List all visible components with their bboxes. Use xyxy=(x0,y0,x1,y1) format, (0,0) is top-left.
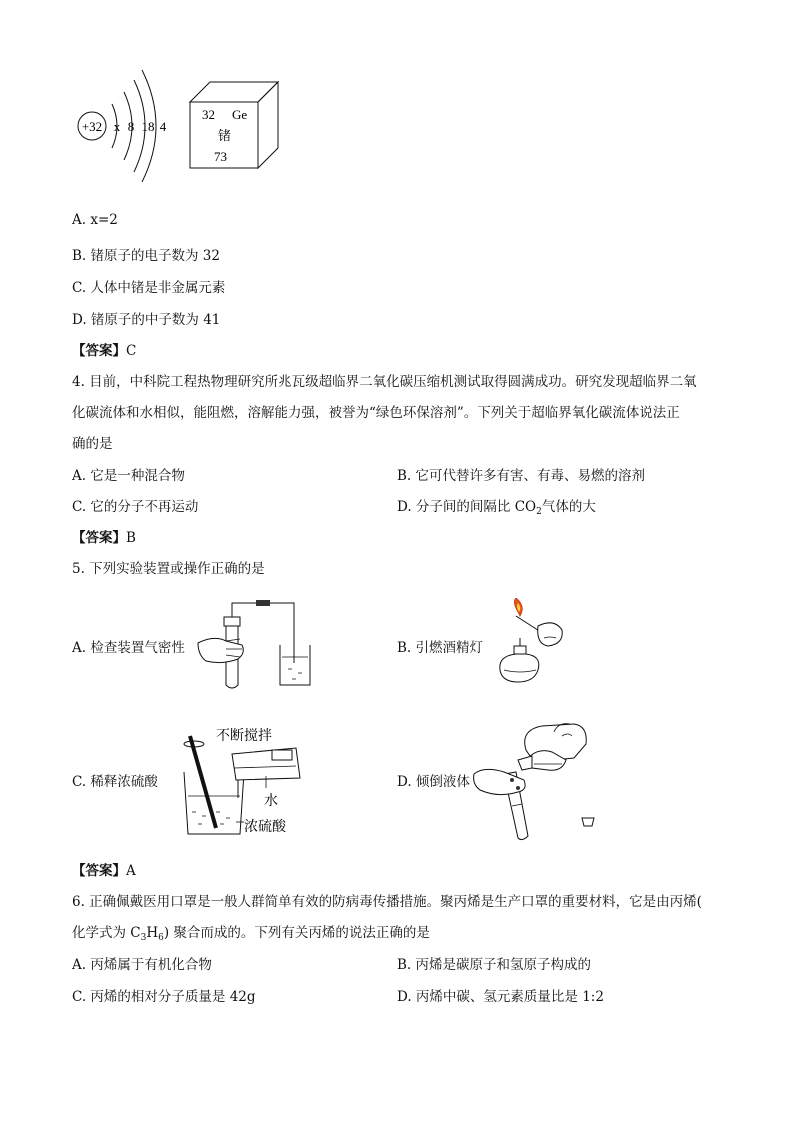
q4-stem-line-1: 4. 目前，中科院工程热物理研究所兆瓦级超临界二氧化碳压缩机测试取得圆满成功。研究发现超临界二氧 xyxy=(72,374,697,390)
answer-tag: 【答案】 xyxy=(72,530,126,546)
q4-answer xyxy=(72,526,136,546)
q6-stem-tail: ) 聚合而成的。下列有关丙烯的说法正确的是 xyxy=(163,925,430,941)
q4-option-d-tail: 气体的大 xyxy=(541,499,596,515)
q4-option-d-subscript: 2 xyxy=(536,507,542,517)
q3-option-b: B. 锗原子的电子数为 32 xyxy=(72,248,220,264)
nucleus-charge: +32 xyxy=(81,119,103,134)
q6-stem-line-2 xyxy=(72,921,430,943)
q6-stem-line-1: 6. 正确佩戴医用口罩是一般人群简单有效的防病毒传播措施。聚丙烯是生产口罩的重要材料，它是由丙烯( xyxy=(72,894,702,910)
label-concentrated-acid: 浓硫酸 xyxy=(244,820,286,835)
atomic-mass: 73 xyxy=(214,149,227,164)
q4-stem-line-2: 化碳流体和水相似，能阻燃，溶解能力强，被誉为“绿色环保溶剂”。下列关于超临界氧化碳流体说法正 xyxy=(72,405,680,421)
dilute-sulfuric-acid-figure xyxy=(176,724,328,840)
answer-tag: 【答案】 xyxy=(72,343,126,359)
shell-4-electrons: 4 xyxy=(159,119,167,134)
q6-formula-sub-hydrogen: 6 xyxy=(158,933,164,943)
atom-structure-diagram xyxy=(78,70,167,182)
q5-option-c: C. 稀释浓硫酸 xyxy=(72,774,158,790)
q6-formula-hydrogen: H xyxy=(146,925,159,941)
germanium-atom-figure xyxy=(70,62,290,182)
q4-option-d xyxy=(397,495,596,517)
q5-option-a: A. 检查装置气密性 xyxy=(72,640,185,656)
q5-option-d: D. 倾倒液体 xyxy=(397,774,470,790)
q6-formula-sub-carbon: 3 xyxy=(140,933,147,943)
q5-stem: 5. 下列实验装置或操作正确的是 xyxy=(72,561,265,577)
element-symbol: Ge xyxy=(232,107,248,122)
label-water: 水 xyxy=(264,794,278,809)
answer-value: C xyxy=(126,343,137,359)
q6-option-c: C. 丙烯的相对分子质量是 42g xyxy=(72,989,256,1005)
shell-2-electrons: 8 xyxy=(127,119,135,134)
label-stirring: 不断搅拌 xyxy=(216,729,272,744)
q3-option-c: C. 人体中锗是非金属元素 xyxy=(72,280,226,296)
answer-tag: 【答案】 xyxy=(72,863,126,879)
q4-option-c: C. 它的分子不再运动 xyxy=(72,499,199,515)
element-name: 锗 xyxy=(218,128,232,143)
answer-value: B xyxy=(126,530,136,546)
q4-option-a: A. 它是一种混合物 xyxy=(72,468,185,484)
answer-value: A xyxy=(126,863,136,879)
q5-answer xyxy=(72,859,136,879)
q3-option-d: D. 锗原子的中子数为 41 xyxy=(72,312,221,328)
q6-option-d: D. 丙烯中碳、氢元素质量比是 1:2 xyxy=(397,989,604,1005)
q6-option-a: A. 丙烯属于有机化合物 xyxy=(72,957,212,973)
q4-stem-line-3: 确的是 xyxy=(72,436,113,452)
q4-option-d-text: D. 分子间的间隔比 CO xyxy=(397,499,537,515)
shell-1-electrons: x xyxy=(113,119,121,134)
lighting-alcohol-lamp-figure xyxy=(482,598,572,690)
pouring-liquid-figure xyxy=(470,720,610,842)
shell-3-electrons: 18 xyxy=(141,119,155,134)
q6-formula-text: 化学式为 C xyxy=(72,925,141,941)
element-info-box xyxy=(190,82,278,168)
atomic-number: 32 xyxy=(202,107,215,122)
q3-answer xyxy=(72,339,136,359)
q6-option-b: B. 丙烯是碳原子和氢原子构成的 xyxy=(397,957,592,973)
q3-option-a: A. x=2 xyxy=(72,212,118,228)
airtightness-check-figure xyxy=(192,595,328,695)
q4-option-b: B. 它可代替许多有害、有毒、易燃的溶剂 xyxy=(397,468,646,484)
q5-option-b: B. 引燃酒精灯 xyxy=(397,640,484,656)
